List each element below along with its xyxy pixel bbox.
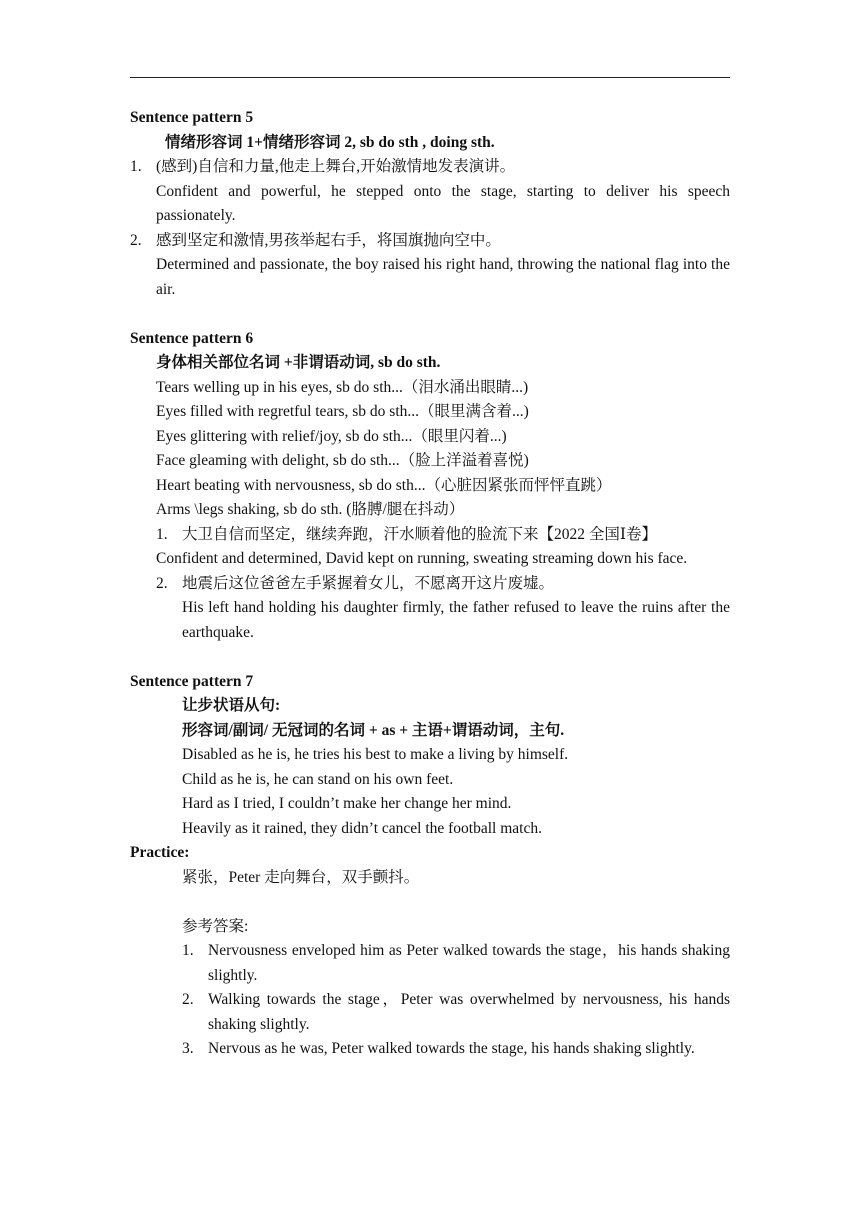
list-item [130, 523, 730, 572]
example-line: Arms \legs shaking, sb do sth. (胳膊/腿在抖动） [156, 501, 465, 518]
example-line: Heavily as it rained, they didn’t cancel the football match. [182, 819, 542, 837]
sentence-pattern-5 [130, 106, 730, 302]
sentence-pattern-7 [130, 670, 730, 842]
answer-text: Walking towards the stage，Peter was overwhelmed by nervousness, his hands shaking slightly. [208, 991, 730, 1033]
example-line: Heart beating with nervousness, sb do sth...（心脏因紧张而怦怦直跳） [156, 476, 612, 494]
practice-prompt: 紧张，Peter 走向舞台，双手颤抖。 [182, 868, 420, 886]
item-number: 1. [182, 942, 194, 959]
section-subtitle: 让步状语从句: [182, 697, 281, 714]
pattern-formula: 身体相关部位名词 +非谓语动词, sb do sth. [156, 354, 441, 371]
example-line: Hard as I tried, I couldn’t make her change her mind. [182, 795, 512, 812]
practice-section [130, 841, 730, 1062]
chinese-sentence: 感到坚定和激情,男孩举起右手，将国旗抛向空中。 [156, 231, 501, 249]
answer-text: Nervousness enveloped him as Peter walked towards the stage，his hands shaking slightly. [208, 942, 730, 984]
answer-label: 参考答案: [182, 917, 249, 935]
example-line: Tears welling up in his eyes, sb do sth...（泪水涌出眼睛...) [156, 378, 529, 396]
section-title: Sentence pattern 6 [130, 329, 254, 347]
pattern-formula: 情绪形容词 1+情绪形容词 2, sb do sth , doing sth. [165, 133, 495, 151]
example-line: Face gleaming with delight, sb do sth...（脸上洋溢着喜悦) [156, 452, 529, 469]
english-sentence: Confident and determined, David kept on running, sweating streaming down his face. [156, 550, 688, 567]
chinese-sentence: 大卫自信而坚定，继续奔跑，汗水顺着他的脸流下来【2022 全国Ⅰ卷】 [182, 525, 657, 543]
pattern-formula: 形容词/副词/ 无冠词的名词 + as + 主语+谓语动词，主句. [182, 721, 565, 739]
header-rule [130, 77, 730, 78]
english-sentence: Determined and passionate, the boy raised his right hand, throwing the national flag into the air. [156, 256, 730, 298]
document-body [130, 106, 730, 1062]
item-number: 3. [182, 1040, 194, 1057]
section-title: Practice: [130, 844, 190, 861]
chinese-sentence: 地震后这位爸爸左手紧握着女儿，不愿离开这片废墟。 [182, 574, 555, 592]
sentence-pattern-6 [130, 327, 730, 646]
list-item [130, 572, 730, 646]
item-number: 2. [130, 231, 142, 249]
example-line: Eyes filled with regretful tears, sb do sth...（眼里满含着...) [156, 403, 529, 420]
answer-text: Nervous as he was, Peter walked towards the stage, his hands shaking slightly. [208, 1040, 695, 1057]
english-sentence: His left hand holding his daughter firmly, the father refused to leave the ruins after the earthquake. [182, 599, 730, 641]
chinese-sentence: (感到)自信和力量,他走上舞台,开始激情地发表演讲。 [156, 158, 516, 175]
item-number: 1. [156, 525, 168, 543]
item-number: 2. [182, 991, 194, 1008]
answer-item [130, 939, 730, 988]
answer-item [130, 1037, 730, 1062]
answer-item [130, 988, 730, 1037]
list-item [130, 155, 730, 229]
example-line: Child as he is, he can stand on his own feet. [182, 770, 454, 788]
section-title: Sentence pattern 7 [130, 672, 254, 690]
english-sentence: Confident and powerful, he stepped onto the stage, starting to deliver his speech passionately. [156, 182, 730, 224]
example-line: Eyes glittering with relief/joy, sb do sth...（眼里闪着...) [156, 427, 507, 445]
example-line: Disabled as he is, he tries his best to make a living by himself. [182, 746, 569, 763]
item-number: 1. [130, 158, 142, 175]
item-number: 2. [156, 574, 168, 592]
section-title: Sentence pattern 5 [130, 109, 254, 126]
list-item [130, 229, 730, 303]
